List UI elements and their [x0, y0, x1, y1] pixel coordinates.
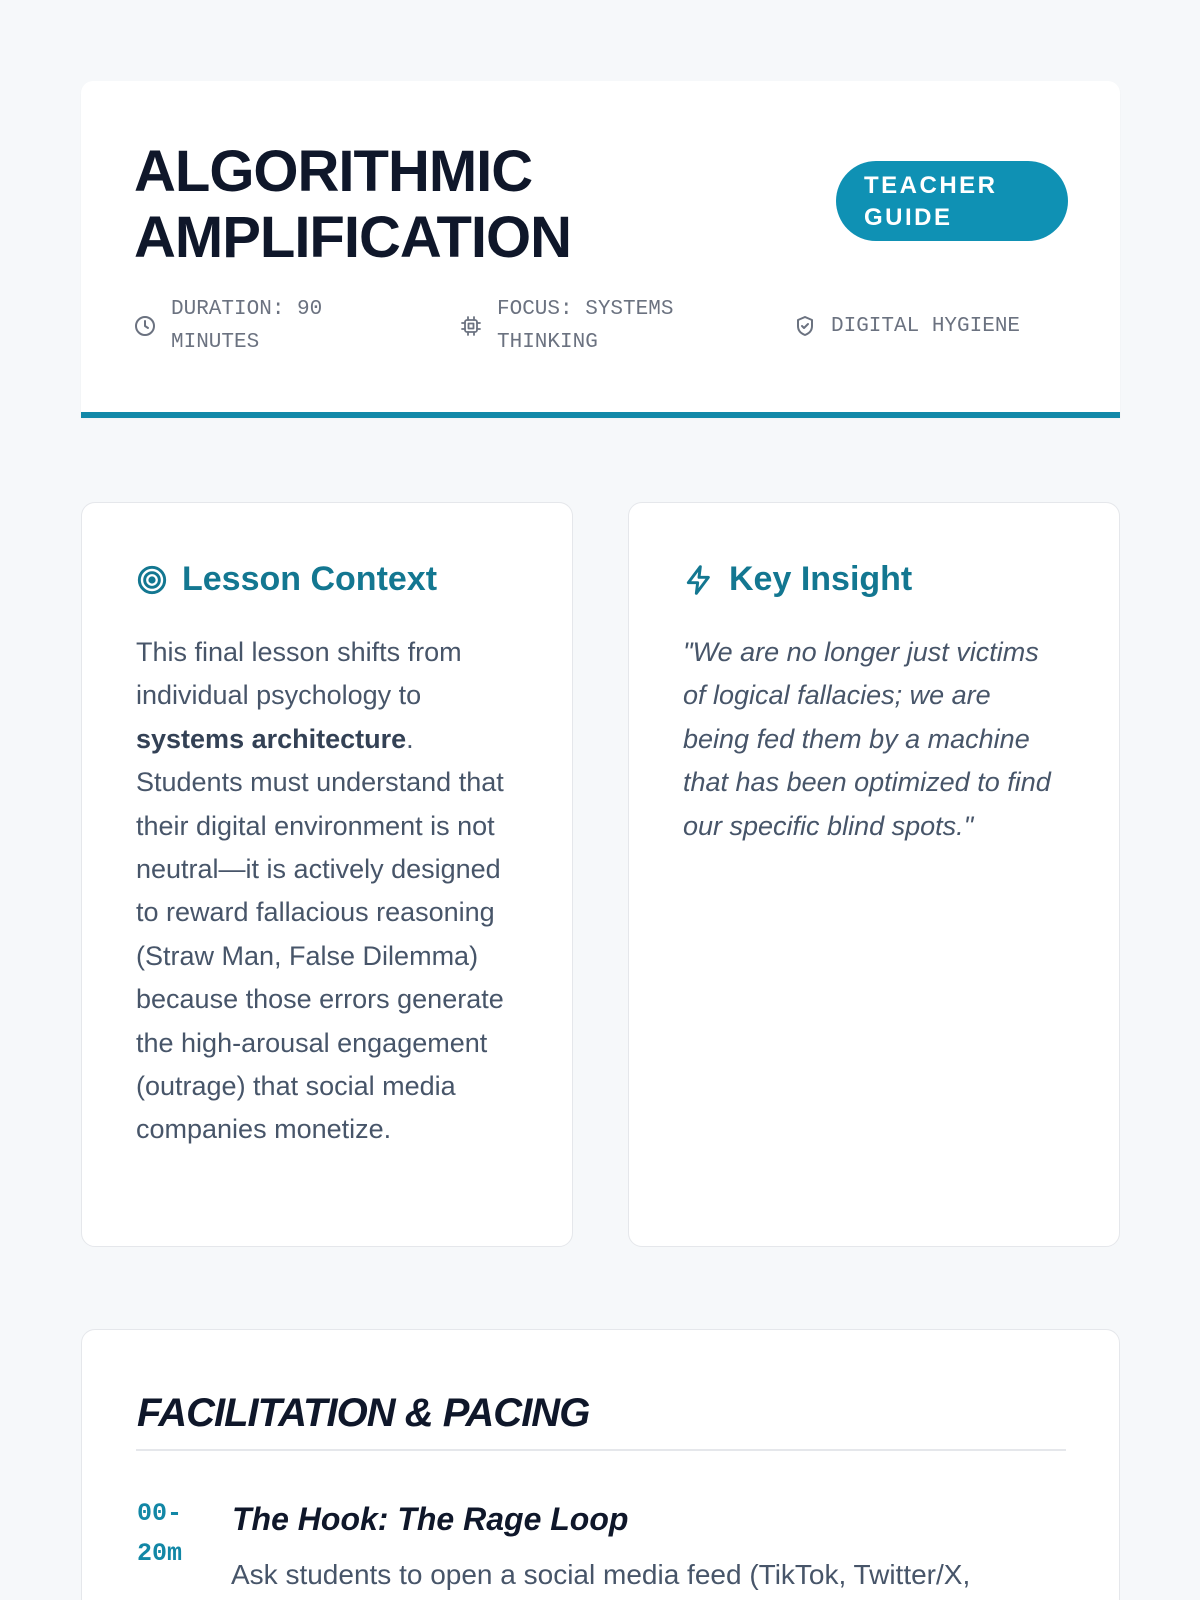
shield-icon [793, 314, 817, 338]
meta-topic [793, 293, 1053, 359]
meta-focus-text: FOCUS: SYSTEMS THINKING [497, 298, 674, 354]
teacher-guide-badge: TEACHER GUIDE [836, 161, 1068, 241]
step-title: The Hook: The Rage Loop [232, 1501, 629, 1537]
meta-duration [133, 293, 373, 359]
facilitation-divider [136, 1449, 1066, 1451]
lesson-context-title: Lesson Context [182, 560, 438, 598]
lesson-context-text-after: . Students must understand that their digital environment is not neutral—it is actively designed to reward fallacious reasoning (Straw Man, False Dilemma) because those errors generate the high-arousal engagement (outrage) that social media companies monetize. [136, 723, 504, 1145]
meta-topic-text: DIGITAL HYGIENE [831, 314, 1021, 338]
facilitation-card [81, 1329, 1120, 1600]
step-time: 00-20m [137, 1499, 183, 1568]
target-icon [136, 564, 168, 596]
meta-duration-text: DURATION: 90 MINUTES [171, 298, 323, 354]
cpu-icon [459, 314, 483, 338]
page-title: ALGORITHMIC AMPLIFICATION [134, 139, 571, 270]
meta-focus [459, 293, 719, 359]
clock-icon [133, 314, 157, 338]
key-insight-heading [683, 560, 912, 599]
lesson-context-text-before: This final lesson shifts from individual psychology to [136, 637, 462, 711]
lesson-context-bold: systems architecture [136, 723, 407, 754]
header-card [81, 81, 1120, 418]
lightning-icon [683, 564, 715, 596]
lesson-context-card [81, 502, 573, 1247]
key-insight-card [628, 502, 1120, 1247]
lesson-context-heading [136, 560, 437, 599]
key-insight-title: Key Insight [729, 560, 913, 598]
lesson-context-text [136, 631, 516, 1152]
facilitation-heading: FACILITATION & PACING [137, 1391, 590, 1435]
step-body: Ask students to open a social media feed (TikTok, Twitter/X, [231, 1559, 971, 1590]
key-insight-quote: "We are no longer just victims of logical fallacies; we are being fed them by a machine that has been optimized to find our specific blind spots." [683, 637, 1051, 841]
